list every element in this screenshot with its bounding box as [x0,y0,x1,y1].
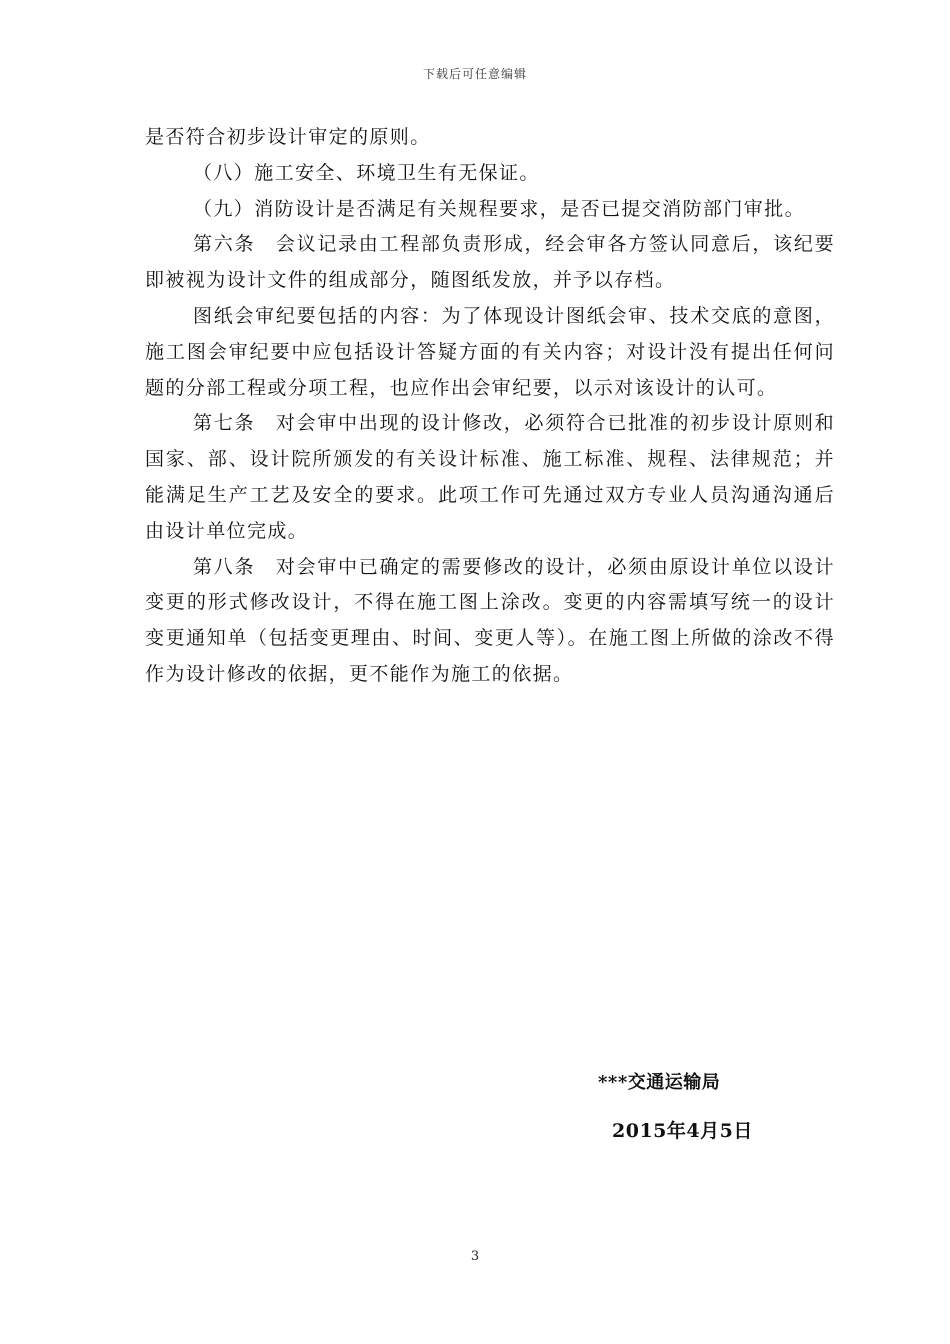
paragraph-item-8: （八）施工安全、环境卫生有无保证。 [193,161,540,184]
paragraph-continuation: 是否符合初步设计审定的原则。 [145,126,431,148]
paragraph-article-8: 第八条 对会审中已确定的需要修改的设计，必须由原设计单位以设计变更的形式修改设计，不得在施工图上涂改。变更的内容需填写统一的设计变更通知单（包括变更理由、时间、变更人等）。在施工图上所做的涂改不得作为设计修改的依据，更不能作为施工的依据。 [145,555,835,685]
document-body [145,120,835,693]
signature-date: 2015年4月5日 [612,1120,753,1142]
paragraph-article-6: 第六条 会议记录由工程部负责形成，经会审各方签认同意后，该纪要即被视为设计文件的组成部分，随图纸发放，并予以存档。 [145,233,835,292]
issuer-signature: ***交通运输局 [598,1072,721,1093]
paragraph-minutes-content: 图纸会审纪要包括的内容：为了体现设计图纸会审、技术交底的意图，施工图会审纪要中应包括设计答疑方面的有关内容；对设计没有提出任何问题的分部工程或分项工程，也应作出会审纪要，以示对该设计的认可。 [145,304,835,399]
paragraph-item-9: （九）消防设计是否满足有关规程要求，是否已提交消防部门审批。 [193,197,806,220]
page-header: 下载后可任意编辑 [422,67,527,81]
paragraph-article-7: 第七条 对会审中出现的设计修改，必须符合已批准的初步设计原则和国家、部、设计院所颁发的有关设计标准、施工标准、规程、法律规范；并能满足生产工艺及安全的要求。此项工作可先通过双方专业人员沟通沟通后由设计单位完成。 [145,412,835,542]
page-number: 3 [470,1249,480,1264]
